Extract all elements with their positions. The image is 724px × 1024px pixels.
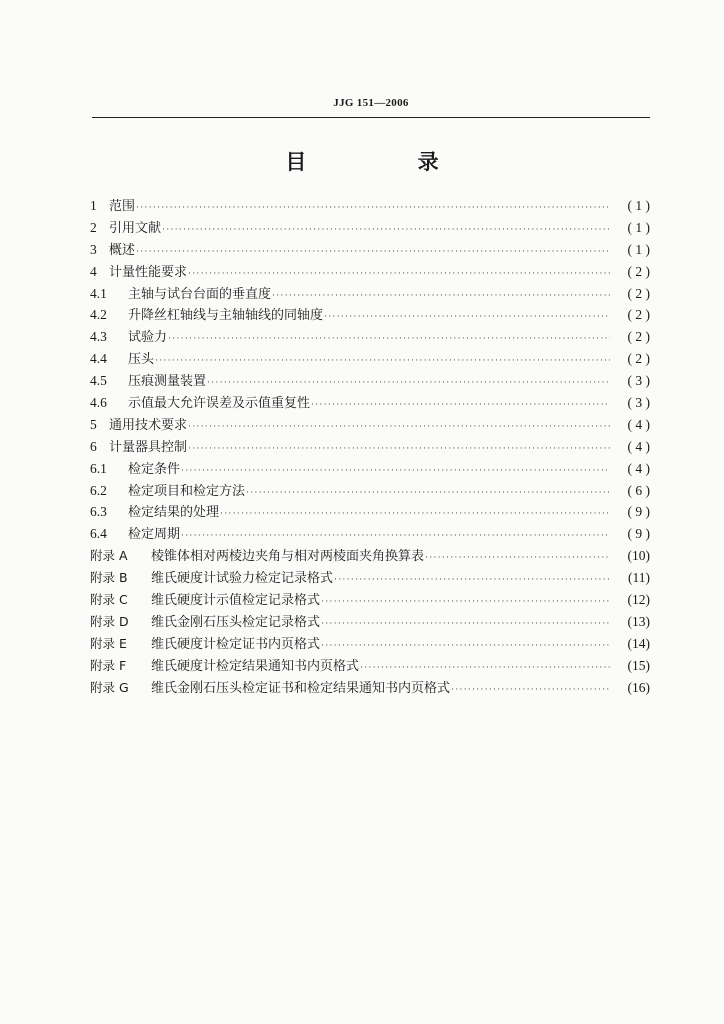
toc-entry-page: ( 2 ) [627, 307, 650, 323]
toc-entry-number: 6 [90, 438, 97, 454]
toc-entry-title: 维氏硬度计示值检定记录格式 [151, 593, 321, 609]
toc-entry-page: (10) [627, 548, 650, 564]
toc-entry-title: 检定条件 [128, 461, 181, 477]
dot-leader [136, 241, 610, 263]
toc-entry-page: (13) [627, 613, 650, 629]
dot-leader [136, 197, 610, 219]
toc-entry-page: ( 4 ) [627, 438, 650, 454]
toc-entry-number: 2 [90, 219, 97, 235]
toc-entry-number: 4.6 [90, 395, 107, 411]
toc-entry-page: (12) [627, 592, 650, 608]
toc-entry [90, 655, 650, 677]
toc-entry [90, 195, 650, 217]
toc-entry [90, 567, 650, 589]
toc-entry [90, 392, 650, 414]
toc-entry-page: ( 3 ) [627, 395, 650, 411]
header-rule [92, 117, 650, 118]
running-header: JJG 151—2006 [333, 97, 409, 109]
toc-entry-number: 4.1 [90, 285, 107, 301]
toc-entry [90, 239, 650, 261]
toc-entry-title: 概述 [109, 242, 136, 258]
toc-entry [90, 326, 650, 348]
toc-entry [90, 677, 650, 699]
toc-entry-title: 压头 [128, 352, 155, 368]
toc-entry-page: ( 1 ) [627, 241, 650, 257]
dot-leader [334, 569, 610, 591]
toc-entry-page: (15) [627, 657, 650, 673]
dot-leader [181, 525, 610, 547]
dot-leader [451, 679, 610, 701]
toc-entry-title: 维氏金刚石压头检定证书和检定结果通知书内页格式 [151, 680, 451, 696]
toc-entry-page: ( 2 ) [627, 329, 650, 345]
toc-entry-number: 6.2 [90, 482, 107, 498]
toc-entry-page: ( 2 ) [627, 351, 650, 367]
toc-entry [90, 436, 650, 458]
dot-leader [155, 350, 610, 372]
toc-entry-title: 压痕测量装置 [128, 374, 207, 390]
dot-leader [321, 635, 610, 657]
dot-leader [321, 591, 610, 613]
dot-leader [207, 372, 610, 394]
dot-leader [181, 460, 610, 482]
toc-entry-page: ( 2 ) [627, 285, 650, 301]
toc-entry [90, 217, 650, 239]
dot-leader [360, 657, 610, 679]
toc-entry-number: 6.3 [90, 504, 107, 520]
toc-entry-title: 示值最大允许误差及示值重复性 [128, 396, 311, 412]
toc-entry-number: 附录 E [90, 635, 127, 651]
toc-title: 目 录 [285, 150, 491, 174]
toc-entry-number: 4 [90, 263, 97, 279]
toc-entry-page: ( 9 ) [627, 504, 650, 520]
dot-leader [272, 285, 610, 307]
toc-entry-page: ( 3 ) [627, 373, 650, 389]
toc-entry-title: 检定周期 [128, 527, 181, 543]
toc-entry-number: 附录 A [90, 548, 128, 564]
dot-leader [321, 613, 610, 635]
toc-entry-number: 4.2 [90, 307, 107, 323]
toc-entry [90, 589, 650, 611]
toc-entry-title: 检定结果的处理 [128, 505, 220, 521]
toc-entry-title: 计量器具控制 [109, 439, 188, 455]
table-of-contents [90, 195, 650, 698]
toc-entry-page: ( 4 ) [627, 460, 650, 476]
toc-entry-title: 通用技术要求 [109, 417, 188, 433]
toc-entry-number: 附录 D [90, 613, 129, 629]
toc-entry-title: 升降丝杠轴线与主轴轴线的同轴度 [128, 308, 324, 324]
toc-entry-number: 1 [90, 198, 97, 213]
toc-entry [90, 611, 650, 633]
toc-entry-page: (11) [628, 570, 650, 586]
dot-leader [168, 328, 610, 350]
toc-entry-number: 附录 B [90, 570, 128, 586]
dot-leader [425, 547, 610, 569]
toc-entry-number: 4.5 [90, 373, 107, 389]
toc-entry-page: (16) [627, 679, 650, 695]
dot-leader [311, 394, 610, 416]
dot-leader [324, 306, 610, 328]
toc-entry-number: 附录 F [90, 657, 127, 673]
toc-entry-title: 维氏硬度计检定结果通知书内页格式 [151, 658, 360, 674]
dot-leader [188, 438, 610, 460]
dot-leader [188, 263, 610, 285]
toc-entry-number: 附录 C [90, 592, 128, 608]
toc-entry-number: 4.3 [90, 329, 107, 345]
toc-entry-title: 检定项目和检定方法 [128, 483, 246, 499]
toc-entry-title: 试验力 [128, 330, 168, 346]
toc-entry-number: 6.4 [90, 526, 107, 542]
dot-leader [220, 503, 610, 525]
toc-entry [90, 480, 650, 502]
toc-entry-title: 主轴与试台台面的垂直度 [128, 286, 272, 302]
toc-entry [90, 348, 650, 370]
toc-entry-page: ( 6 ) [627, 482, 650, 498]
toc-entry-number: 附录 G [90, 679, 129, 695]
toc-entry-title: 维氏硬度计检定证书内页格式 [151, 636, 321, 652]
toc-entry-number: 3 [90, 241, 97, 257]
toc-entry-page: ( 9 ) [627, 526, 650, 542]
toc-entry [90, 523, 650, 545]
toc-entry [90, 370, 650, 392]
toc-entry [90, 304, 650, 326]
toc-entry-title: 范围 [109, 199, 136, 214]
toc-entry-page: ( 4 ) [627, 416, 650, 432]
toc-entry-title: 计量性能要求 [109, 264, 188, 280]
toc-entry-page: ( 1 ) [627, 219, 650, 235]
toc-entry-page: (14) [627, 635, 650, 651]
toc-entry [90, 414, 650, 436]
toc-entry [90, 501, 650, 523]
toc-entry-page: ( 2 ) [627, 263, 650, 279]
dot-leader [188, 416, 610, 438]
dot-leader [162, 219, 610, 241]
toc-entry [90, 633, 650, 655]
toc-entry-title: 棱锥体相对两棱边夹角与相对两棱面夹角换算表 [151, 549, 425, 565]
toc-entry-title: 引用文献 [109, 220, 162, 236]
toc-entry [90, 261, 650, 283]
toc-entry [90, 545, 650, 567]
toc-entry-page: ( 1 ) [627, 198, 650, 213]
toc-entry [90, 458, 650, 480]
toc-entry-title: 维氏金刚石压头检定记录格式 [151, 614, 321, 630]
toc-entry-number: 5 [90, 416, 97, 432]
toc-entry-title: 维氏硬度计试验力检定记录格式 [151, 571, 334, 587]
toc-entry-number: 4.4 [90, 351, 107, 367]
toc-entry [90, 283, 650, 305]
toc-entry-number: 6.1 [90, 460, 107, 476]
dot-leader [246, 482, 610, 504]
